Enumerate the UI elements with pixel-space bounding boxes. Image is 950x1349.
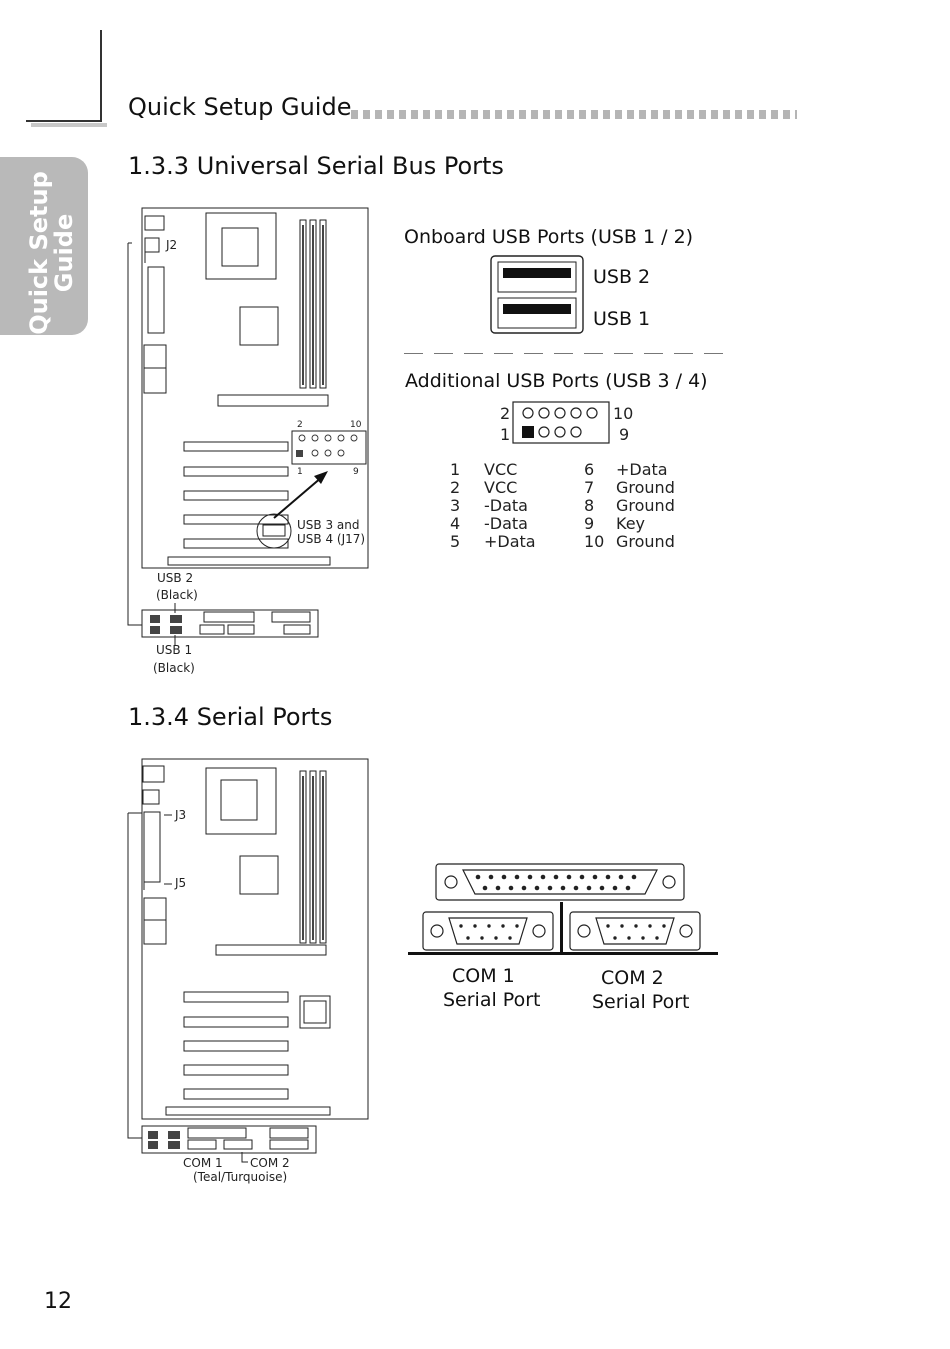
pin-row: 3 -Data — [450, 496, 528, 515]
onboard-usb1-label: USB 1 — [593, 308, 651, 330]
usb1-board-color: (Black) — [153, 661, 195, 675]
board-pin-top-right: 10 — [350, 420, 362, 430]
header-pin-bottom-right: 9 — [619, 425, 630, 444]
j5-label: J5 — [175, 876, 187, 890]
j2-label: J2 — [166, 238, 178, 252]
page-header-title: Quick Setup Guide — [128, 93, 352, 121]
com2-name: COM 2 — [601, 967, 664, 989]
usb2-board-color: (Black) — [156, 588, 198, 602]
usb34-label-line2: USB 4 (J17) — [297, 532, 366, 546]
com1-board-label: COM 1 — [183, 1156, 223, 1170]
pin-row: 1 VCC — [450, 460, 518, 479]
usb-section-heading: 1.3.3 Universal Serial Bus Ports — [128, 152, 504, 180]
header-pin-top-left: 2 — [500, 404, 511, 423]
side-tab-line1: Quick Setup — [25, 171, 53, 335]
board-pin-bottom-right: 9 — [353, 467, 359, 477]
usb1-board-label: USB 1 — [156, 643, 193, 657]
usb34-label-line1: USB 3 and — [297, 518, 360, 532]
usb-header-diagram — [512, 401, 612, 445]
pin-table-left — [450, 461, 536, 551]
corner-mark — [100, 30, 102, 122]
serial-connector-diagram — [405, 860, 720, 960]
serial-section-heading: 1.3.4 Serial Ports — [128, 703, 333, 731]
com-board-color: (Teal/Turquoise) — [193, 1170, 288, 1184]
serial-board-diagram — [124, 756, 374, 1176]
com1-name: COM 1 — [452, 965, 515, 987]
com2-desc: Serial Port — [592, 991, 690, 1013]
pin-row: 5 +Data — [450, 532, 536, 551]
j3-label: J3 — [175, 808, 187, 822]
header-pin-bottom-left: 1 — [500, 425, 511, 444]
usb-board-diagram — [124, 205, 374, 675]
pin-row: 8 Ground — [584, 496, 675, 515]
pin-row: 2 VCC — [450, 478, 518, 497]
pin-row: 10 Ground — [584, 532, 675, 551]
corner-mark-base — [26, 120, 102, 122]
header-dot-rule — [351, 110, 797, 119]
onboard-usb2-label: USB 2 — [593, 266, 651, 288]
corner-mark-shadow — [31, 123, 107, 127]
header-pin-top-right: 10 — [613, 404, 634, 423]
com2-board-label: COM 2 — [250, 1156, 290, 1170]
pin-row: 7 Ground — [584, 478, 675, 497]
section-divider — [404, 353, 727, 354]
additional-usb-title: Additional USB Ports (USB 3 / 4) — [405, 370, 708, 392]
pin-row: 4 -Data — [450, 514, 528, 533]
side-tab-label — [27, 165, 77, 341]
side-tab-line2: Guide — [50, 213, 78, 293]
board-pin-bottom-left: 1 — [297, 467, 303, 477]
pin-row: 6 +Data — [584, 460, 668, 479]
usb2-board-label: USB 2 — [157, 571, 194, 585]
onboard-usb-title: Onboard USB Ports (USB 1 / 2) — [404, 226, 694, 248]
pin-row: 9 Key — [584, 514, 646, 533]
com1-desc: Serial Port — [443, 989, 541, 1011]
usb-port-stack-diagram — [490, 255, 585, 335]
pin-table-right — [584, 461, 675, 551]
board-pin-top-left: 2 — [297, 420, 303, 430]
page-number: 12 — [44, 1289, 72, 1314]
